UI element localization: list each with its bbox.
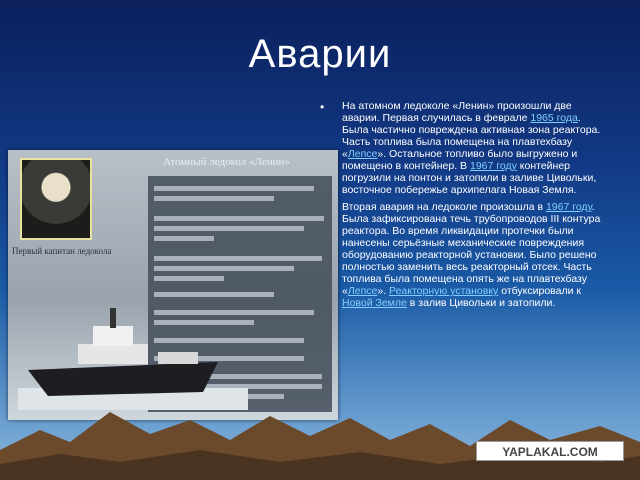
photo-heading: Атомный ледокол «Ленин» [163,156,290,168]
captain-portrait [20,158,92,240]
link-1967-second[interactable]: 1967 году [545,201,592,213]
paragraph-second-accident: Вторая авария на ледоколе произошла в 1967 году. Была зафиксирована течь трубопроводов III контура реактора. Во время ликвидации протечки были нанесены серьёзные механические повреждения оборудованию реакторной установки. Было решено полностью заменить весь реакторный отсек. Часть топлива была помещена опять же на плавтехбазу «Лепсе». Реакторную установку отбуксировали к Новой Земле в залив Цивольки и затопили. [342,201,601,309]
link-novaya-zemlya[interactable]: Новой Земле [342,297,407,309]
site-watermark: YAPLAKAL.COM [476,441,624,461]
icebreaker-photo-collage [8,150,338,420]
link-1967[interactable]: 1967 году [469,160,517,172]
link-1965[interactable]: 1965 года [530,112,578,124]
slide-title: Аварии [248,32,392,76]
link-lepse-second[interactable]: Лепсе [347,285,378,297]
slide-body [342,100,606,314]
mountain-silhouette [0,390,640,480]
bullet-marker: • [320,100,325,114]
link-reactor-unit[interactable]: Реакторную установку [389,285,499,297]
link-lepse[interactable]: Лепсе [347,148,378,160]
portrait-caption: Первый капитан ледокола [12,246,112,256]
paragraph-first-accident: На атомном ледоколе «Ленин» произошли две аварии. Первая случилась в феврале 1965 года. Была частично повреждена активная зона реактора. Часть топлива была помещена на плавтехбазу «Лепсе». Остальное топливо было выгружено и помещено в контейнер. В 1967 году контейнер погрузили на понтон и затопили в заливе Цивольки, восточное побережье архипелага Новая Земля. [342,100,601,196]
